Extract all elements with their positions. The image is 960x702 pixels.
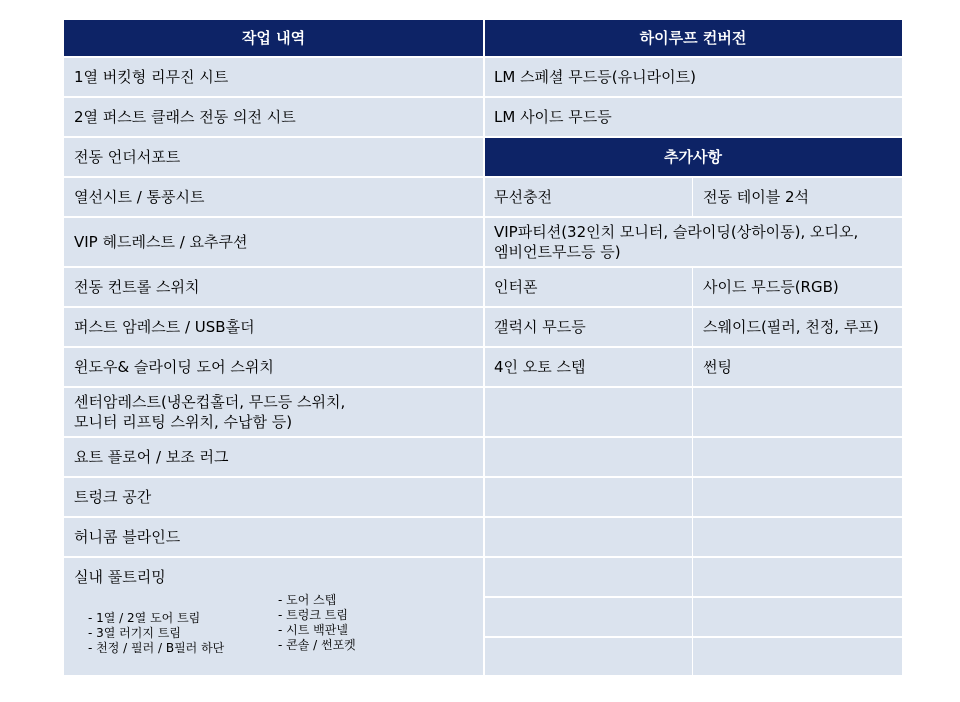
left-row-2: 2열 퍼스트 클래스 전동 의전 시트 (64, 98, 484, 138)
extra-header: 추가사항 (484, 138, 903, 178)
empty-cell (693, 598, 903, 638)
left-row-9: 센터암레스트(냉온컵홀더, 무드등 스위치, 모니터 리프팅 스위치, 수납함 등) (64, 388, 484, 438)
extra-item: 사이드 무드등(RGB) (693, 268, 903, 308)
trim-item: - 천정 / 필러 / B필러 하단 (88, 641, 225, 655)
extra-item-partition: VIP파티션(32인치 모니터, 슬라이딩(상하이동), 오디오, 엠비언트무드등 등) (484, 218, 903, 268)
empty-cell (693, 438, 903, 478)
left-row-10: 요트 플로어 / 보조 러그 (64, 438, 484, 478)
trim-item: - 트렁크 트림 (278, 608, 348, 622)
left-row-5: VIP 헤드레스트 / 요추쿠션 (64, 218, 484, 268)
left-row-8: 윈도우& 슬라이딩 도어 스위치 (64, 348, 484, 388)
left-row-4: 열선시트 / 통풍시트 (64, 178, 484, 218)
empty-cell (484, 598, 693, 638)
empty-cell (693, 558, 903, 598)
empty-cell (693, 478, 903, 518)
left-row-1: 1열 버킷형 리무진 시트 (64, 58, 484, 98)
empty-cell (484, 478, 693, 518)
left-row-11: 트렁크 공간 (64, 478, 484, 518)
left-row-7: 퍼스트 암레스트 / USB홀더 (64, 308, 484, 348)
left-header: 작업 내역 (64, 20, 484, 58)
left-row-6: 전동 컨트롤 스위치 (64, 268, 484, 308)
empty-cell (484, 518, 693, 558)
left-row-12: 허니콤 블라인드 (64, 518, 484, 558)
empty-cell (484, 438, 693, 478)
empty-cell (693, 638, 903, 675)
extra-item: 무선충전 (484, 178, 693, 218)
work-table (64, 20, 903, 675)
empty-cell (693, 518, 903, 558)
extra-item: 썬팅 (693, 348, 903, 388)
trim-list-left (88, 611, 224, 656)
trim-list-right (278, 593, 356, 653)
right-header: 하이루프 컨버전 (484, 20, 903, 58)
extra-item: 전동 테이블 2석 (693, 178, 903, 218)
empty-cell (693, 388, 903, 438)
trim-item: - 도어 스텝 (278, 593, 337, 607)
empty-cell (484, 638, 693, 675)
extra-item: 스웨이드(필러, 천정, 루프) (693, 308, 903, 348)
trim-item: - 1열 / 2열 도어 트림 (88, 611, 201, 625)
trim-item: - 시트 백판넬 (278, 623, 348, 637)
empty-cell (484, 388, 693, 438)
right-row-1: LM 스페셜 무드등(유니라이트) (484, 58, 903, 98)
left-row-3: 전동 언더서포트 (64, 138, 484, 178)
empty-cell (484, 558, 693, 598)
extra-item: 4인 오토 스텝 (484, 348, 693, 388)
trim-item: - 3열 러기지 트림 (88, 626, 181, 640)
right-row-2: LM 사이드 무드등 (484, 98, 903, 138)
extra-item: 인터폰 (484, 268, 693, 308)
extra-item: 갤럭시 무드등 (484, 308, 693, 348)
trim-item: - 콘솔 / 썬포켓 (278, 638, 356, 652)
interior-trim-title: 실내 풀트리밍 (74, 568, 166, 586)
column-divider (483, 20, 485, 675)
